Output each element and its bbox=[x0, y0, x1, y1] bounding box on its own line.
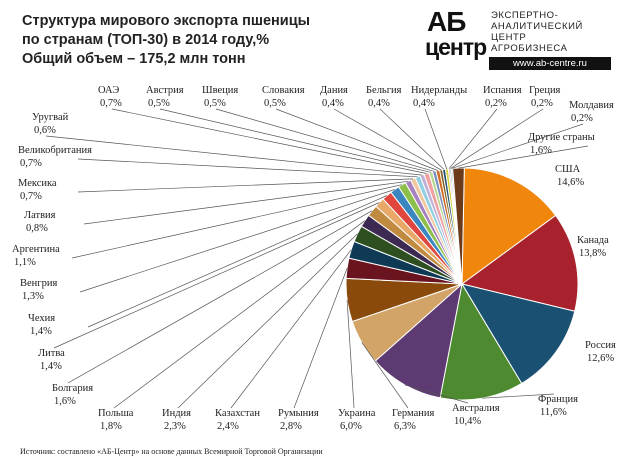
logo-line-3: ЦЕНТР bbox=[491, 32, 527, 43]
slice-value-label-14: 1,3% bbox=[22, 291, 44, 302]
leader-line-8 bbox=[231, 250, 351, 408]
slice-value-label-1: 13,8% bbox=[579, 248, 607, 259]
slice-name-label-12: Литва bbox=[38, 348, 65, 359]
slice-name-label-9: Индия bbox=[162, 408, 191, 419]
slice-name-label-11: Болгария bbox=[52, 383, 94, 394]
leader-line-17 bbox=[78, 179, 413, 192]
leader-line-19 bbox=[46, 136, 422, 175]
slice-value-label-3: 11,6% bbox=[540, 407, 567, 418]
leader-line-23 bbox=[276, 109, 438, 171]
logo-line-2: АНАЛИТИЧЕСКИЙ bbox=[491, 21, 583, 32]
leader-line-10 bbox=[114, 221, 365, 408]
slice-value-label-18: 0,7% bbox=[20, 158, 42, 169]
slice-name-label-18: Великобритания bbox=[18, 145, 92, 156]
source-note: Источник: составлено «АБ-Центр» на основе данных Всемирной Торговой Организации bbox=[20, 447, 323, 456]
slice-name-label-25: Бельгия bbox=[366, 85, 402, 96]
leader-line-24 bbox=[334, 109, 441, 170]
slice-value-label-15: 1,1% bbox=[14, 257, 36, 268]
slice-value-label-22: 0,5% bbox=[204, 98, 226, 109]
slice-name-label-13: Чехия bbox=[28, 313, 56, 324]
slice-value-label-23: 0,5% bbox=[264, 98, 286, 109]
slice-value-label-29: 0,2% bbox=[571, 113, 593, 124]
slice-value-label-27: 0,2% bbox=[485, 98, 507, 109]
slice-name-label-28: Греция bbox=[529, 85, 561, 96]
slice-value-label-24: 0,4% bbox=[322, 98, 344, 109]
slice-value-label-5: 6,3% bbox=[394, 421, 416, 432]
leader-line-12 bbox=[54, 203, 379, 349]
slice-value-label-10: 1,8% bbox=[100, 421, 122, 432]
slice-name-label-22: Швеция bbox=[202, 85, 239, 96]
pie-slices bbox=[346, 168, 578, 400]
slice-name-label-0: США bbox=[555, 164, 581, 175]
slice-value-label-17: 0,7% bbox=[20, 191, 42, 202]
leader-line-26 bbox=[425, 109, 447, 169]
logo-line-4: АГРОБИЗНЕСА bbox=[491, 43, 568, 54]
slice-name-label-16: Латвия bbox=[24, 210, 56, 221]
slice-name-label-27: Испания bbox=[483, 85, 522, 96]
slice-value-label-30: 1,6% bbox=[530, 145, 552, 156]
leader-line-11 bbox=[68, 211, 372, 383]
logo-line-1: ЭКСПЕРТНО- bbox=[491, 10, 559, 21]
slice-value-label-2: 12,6% bbox=[587, 353, 615, 364]
slice-value-label-4: 10,4% bbox=[454, 416, 482, 427]
slice-name-label-7: Румыния bbox=[278, 408, 319, 419]
leader-line-27 bbox=[449, 109, 497, 169]
slice-value-label-9: 2,3% bbox=[164, 421, 186, 432]
title-line-2: по странам (ТОП-30) в 2014 году,% bbox=[22, 32, 270, 48]
slice-value-label-26: 0,4% bbox=[413, 98, 435, 109]
slice-value-label-8: 2,4% bbox=[217, 421, 239, 432]
slice-name-label-10: Польша bbox=[98, 408, 134, 419]
title-line-3: Общий объем – 175,2 млн тонн bbox=[22, 51, 246, 67]
leader-line-29 bbox=[452, 124, 583, 168]
slice-name-label-17: Мексика bbox=[18, 178, 57, 189]
slice-name-label-14: Венгрия bbox=[20, 278, 58, 289]
slice-name-label-20: ОАЭ bbox=[98, 85, 120, 96]
slice-value-label-7: 2,8% bbox=[280, 421, 302, 432]
slice-value-label-20: 0,7% bbox=[100, 98, 122, 109]
slice-value-label-28: 0,2% bbox=[531, 98, 553, 109]
leader-line-18 bbox=[78, 159, 418, 177]
leader-line-7 bbox=[294, 268, 347, 408]
slice-name-label-3: Франция bbox=[538, 394, 578, 405]
logo-mark-bottom: центр bbox=[425, 34, 487, 60]
slice-name-label-26: Нидерланды bbox=[411, 85, 468, 96]
slice-value-label-16: 0,8% bbox=[26, 223, 48, 234]
slice-name-label-2: Россия bbox=[585, 340, 616, 351]
slice-value-label-12: 1,4% bbox=[40, 361, 62, 372]
leader-line-9 bbox=[178, 234, 358, 408]
slice-name-label-29: Молдавия bbox=[569, 100, 614, 111]
slice-name-label-15: Аргентина bbox=[12, 244, 60, 255]
slice-value-label-21: 0,5% bbox=[148, 98, 170, 109]
slice-value-label-6: 6,0% bbox=[340, 421, 362, 432]
title-line-1: Структура мирового экспорта пшеницы bbox=[22, 13, 311, 29]
logo-url: www.ab-centre.ru bbox=[489, 57, 611, 70]
slice-name-label-30: Другие страны bbox=[528, 132, 595, 143]
slice-value-label-13: 1,4% bbox=[30, 326, 52, 337]
slice-name-label-21: Австрия bbox=[146, 85, 184, 96]
slice-name-label-1: Канада bbox=[577, 235, 609, 246]
slice-value-label-25: 0,4% bbox=[368, 98, 390, 109]
slice-name-label-5: Германия bbox=[392, 408, 435, 419]
slice-name-label-4: Австралия bbox=[452, 403, 500, 414]
slice-value-label-19: 0,6% bbox=[34, 125, 56, 136]
slice-name-label-23: Словакия bbox=[262, 85, 305, 96]
slice-name-label-24: Дания bbox=[320, 85, 348, 96]
logo-mark-top: АБ bbox=[427, 6, 466, 37]
leader-line-20 bbox=[112, 109, 427, 174]
slice-name-label-8: Казахстан bbox=[215, 408, 260, 419]
slice-value-label-0: 14,6% bbox=[557, 177, 585, 188]
slice-name-label-6: Украина bbox=[338, 408, 376, 419]
slice-value-label-11: 1,6% bbox=[54, 396, 76, 407]
leader-line-22 bbox=[216, 109, 434, 171]
slice-name-label-19: Уругвай bbox=[32, 112, 69, 123]
